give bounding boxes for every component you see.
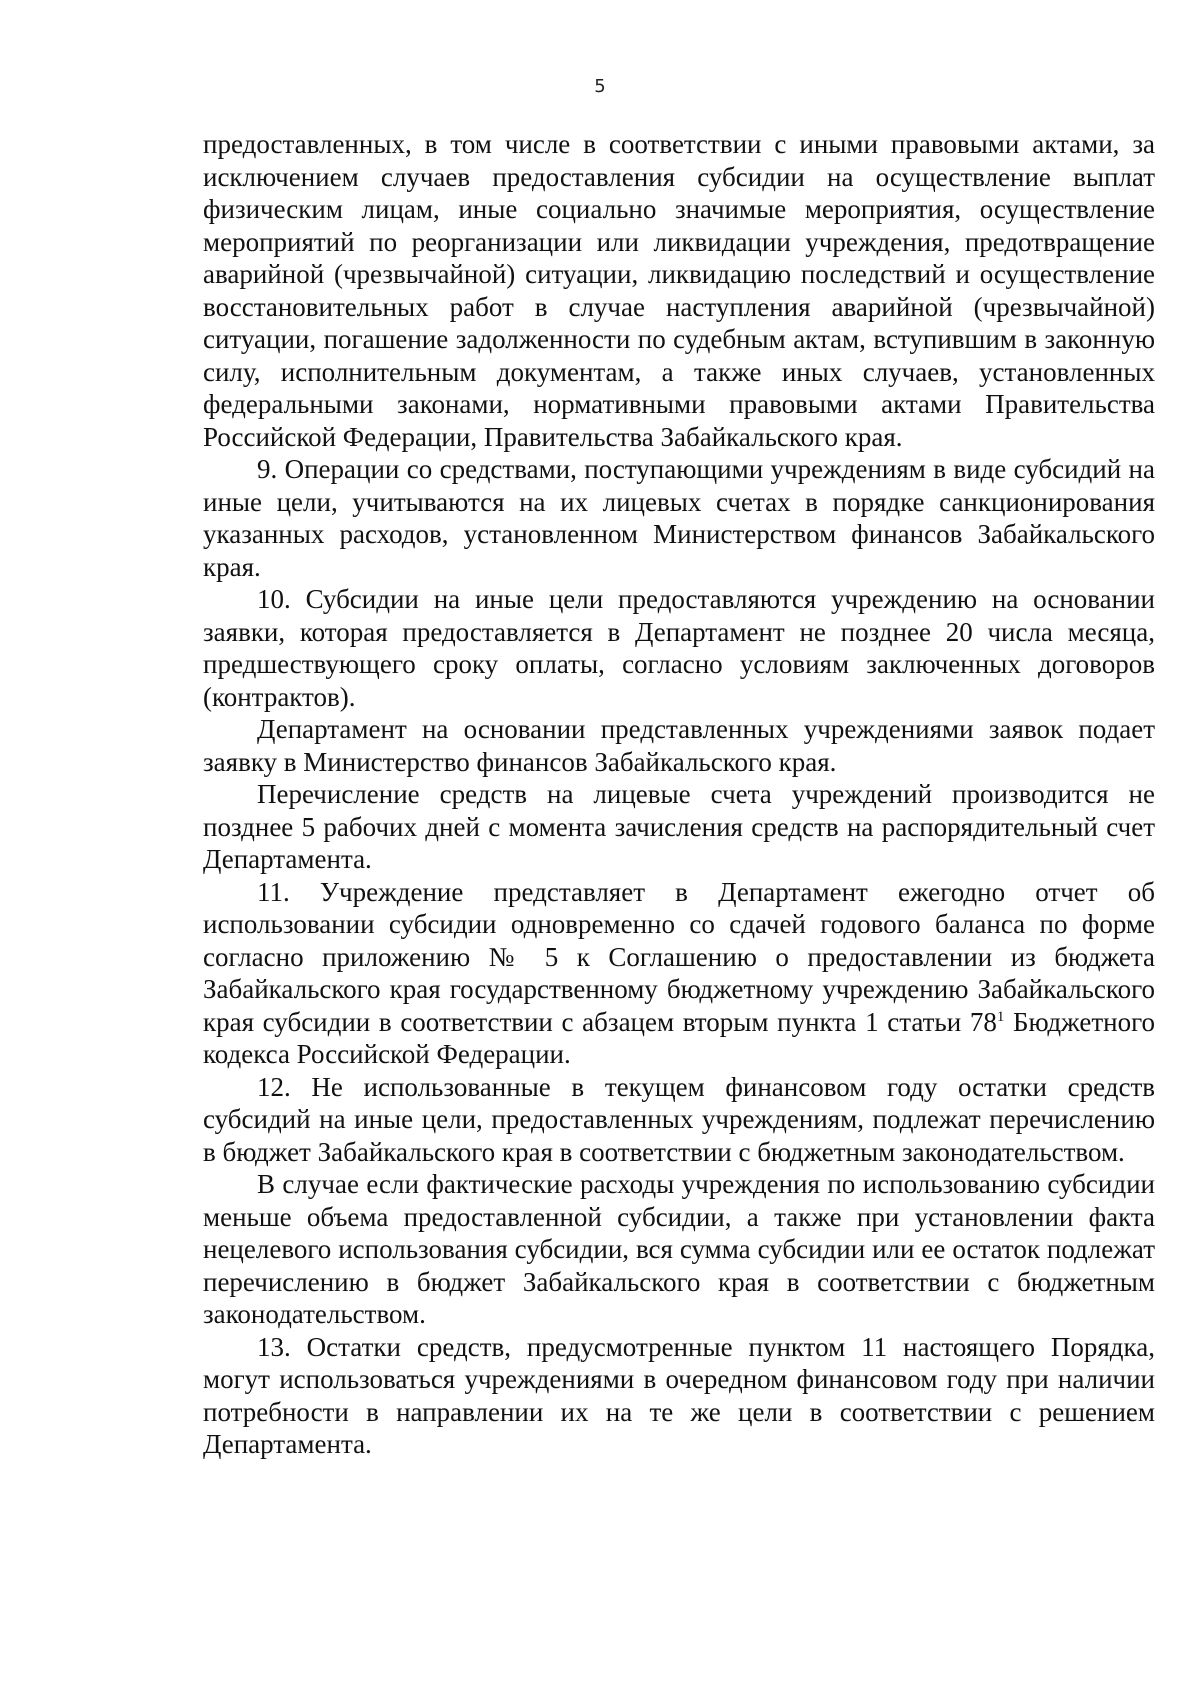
paragraph-12: 12. Не использованные в текущем финансовом году остатки средств субсидий на иные цели, предоставленных учреждениям, подлежат перечислению в бюджет Забайкальского края в соответствии с бюджетным законодательством. (203, 1071, 1155, 1167)
paragraph-10: 10. Субсидии на иные цели предоставляются учреждению на основании заявки, которая предоставляется в Департамент не позднее 20 числа месяца, предшествующего сроку оплаты, согласно условиям заключенных договоров (контрактов). (203, 584, 1155, 712)
document-body (203, 128, 1155, 1461)
paragraph-10-transfer: Перечисление средств на лицевые счета учреждений производится не позднее 5 рабочих дней с момента зачисления средств на распорядительный счет Департамента. (203, 779, 1155, 874)
paragraph-continuation: предоставленных, в том числе в соответствии с иными правовыми актами, за исключением случаев предоставления субсидии на осуществление выплат физическим лицам, иные социально значимые мероприятия, осуществление мероприятий по реорганизации или ликвидации учреждения, предотвращение аварийной (чрезвычайной) ситуации, ликвидацию последствий и осуществление восстановительных работ в случае наступления аварийной (чрезвычайной) ситуации, погашение задолженности по судебным актам, вступившим в законную силу, исполнительным документам, а также иных случаев, установленных федеральными законами, нормативными правовыми актами Правительства Российской Федерации, Правительства Забайкальского края. (203, 129, 1155, 452)
paragraph-11 (203, 876, 1155, 1071)
paragraph-11-text: 11. Учреждение представляет в Департамент ежегодно отчет об использовании субсидии одновременно со сдачей годового баланса по форме согласно приложению № 5 к Соглашению о предоставлении из бюджета Забайкальского края государственному бюджетному учреждению Забайкальского края субсидии в соответствии с абзацем вторым пункта 1 статьи 78 (203, 876, 1155, 1037)
paragraph-13: 13. Остатки средств, предусмотренные пунктом 11 настоящего Порядка, могут использоваться учреждениями в очередном финансовом году при наличии потребности в направлении их на те же цели в соответствии с решением Департамента. (203, 1331, 1155, 1459)
superscript-1: 1 (996, 1008, 1005, 1025)
paragraph-10-department: Департамент на основании представленных учреждениями заявок подает заявку в Министерство финансов Забайкальского края. (203, 714, 1155, 777)
paragraph-12-misuse: В случае если фактические расходы учреждения по использованию субсидии меньше объема предоставленной субсидии, а также при установлении факта нецелевого использования субсидии, вся сумма субсидии или ее остаток подлежат перечислению в бюджет Забайкальского края в соответствии с бюджетным законодательством. (203, 1169, 1155, 1329)
paragraph-9: 9. Операции со средствами, поступающими учреждениям в виде субсидий на иные цели, учитываются на их лицевых счетах в порядке санкционирования указанных расходов, установленном Министерством финансов Забайкальского края. (203, 454, 1155, 582)
paragraph-11-end: Бюджетного кодекса Российской Федерации. (203, 1006, 1155, 1069)
page-number: 5 (594, 76, 606, 97)
